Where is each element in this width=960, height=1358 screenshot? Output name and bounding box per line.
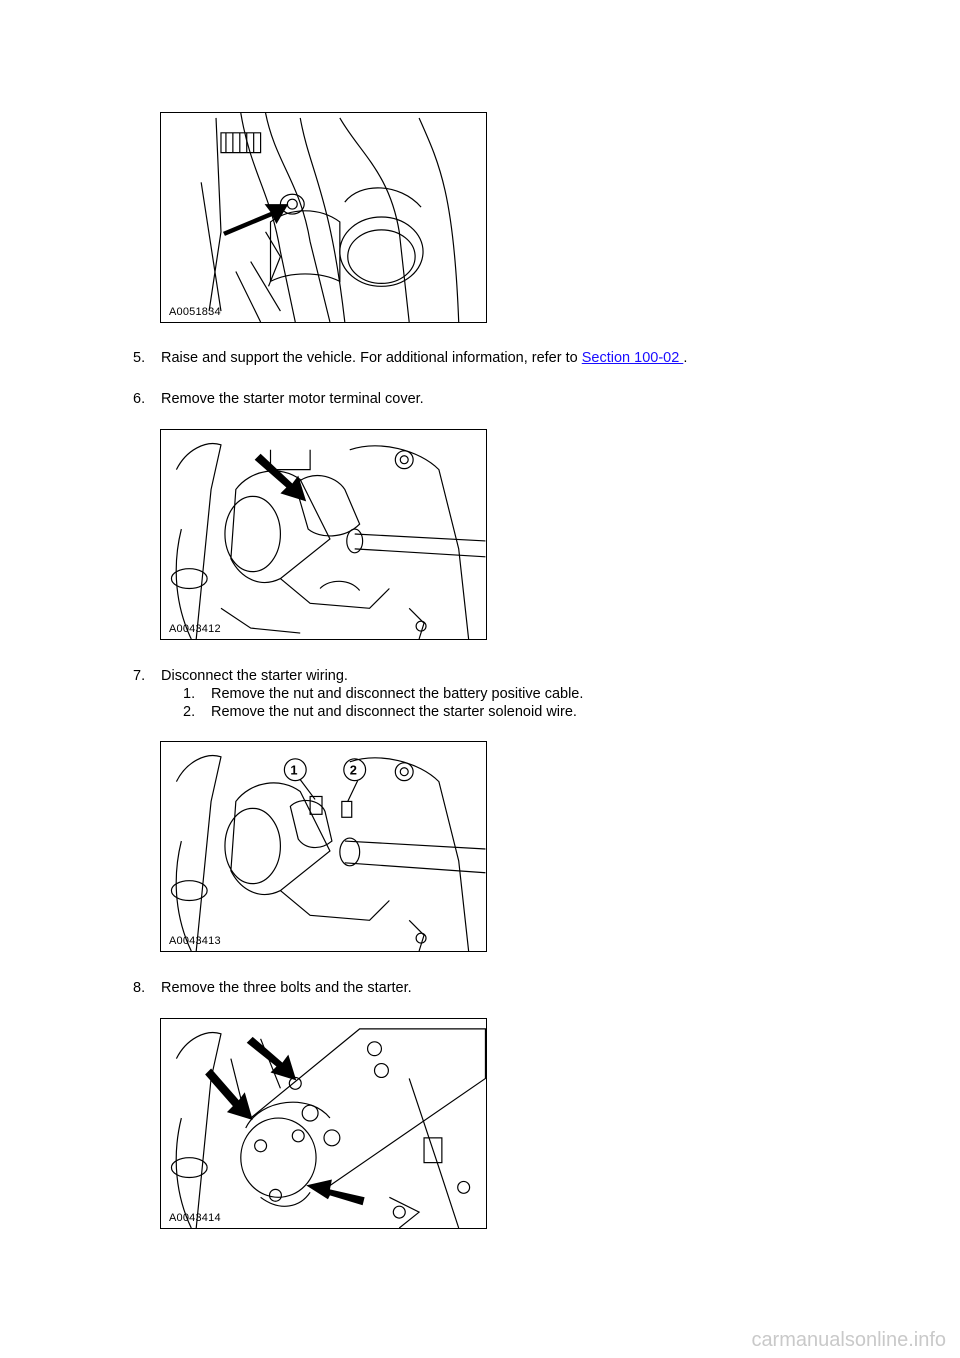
step-text: Disconnect the starter wiring. [161,668,348,684]
figure-a0051834 [160,112,487,323]
step-text: Remove the starter motor terminal cover. [161,391,424,407]
step-text-end: . [683,350,688,366]
substep-number: 2. [183,704,196,720]
step-6 [133,390,424,408]
figure-a0043414 [160,1018,487,1229]
callout-2: 2 [349,762,357,778]
figure-a0043412 [160,429,487,640]
figure-code: A0043413 [169,935,221,947]
terminal-cover-illustration [161,430,486,639]
site-watermark: carmanualsonline.info [751,1329,946,1351]
substep-number: 1. [183,686,196,702]
callout-1: 1 [290,762,298,778]
step-text: Remove the three bolts and the starter. [161,980,412,996]
figure-code: A0043414 [169,1212,221,1224]
step-number: 6. [133,391,146,407]
step-number: 5. [133,350,146,366]
step-number: 7. [133,668,146,684]
step-5 [133,349,687,367]
substep-1 [183,685,583,703]
starter-bolts-illustration [161,1019,486,1228]
substep-text: Remove the nut and disconnect the battery positive cable. [211,686,584,702]
step-number: 8. [133,980,146,996]
step-text: Raise and support the vehicle. For additional information, refer to [161,350,582,366]
figure-code: A0043412 [169,623,221,635]
hose-clamp-illustration [161,113,486,322]
substep-text: Remove the nut and disconnect the starter solenoid wire. [211,704,577,720]
step-7 [133,667,348,685]
figure-code: A0051834 [169,306,221,318]
figure-a0043413 [160,741,487,952]
section-100-02-link[interactable]: Section 100-02 [581,350,684,366]
substep-2 [183,703,577,721]
step-8 [133,979,412,997]
starter-wiring-illustration [161,742,486,951]
